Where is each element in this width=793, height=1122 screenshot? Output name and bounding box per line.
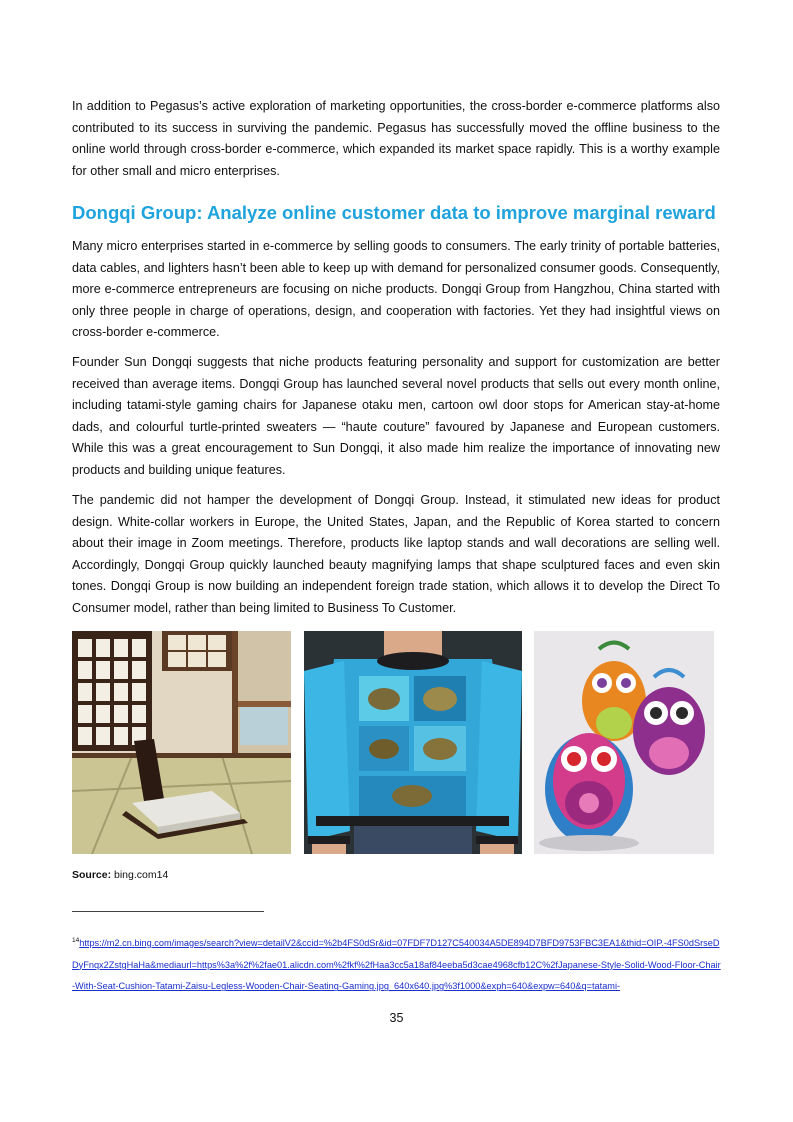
section-heading: Dongqi Group: Analyze online customer data to improve marginal reward <box>72 202 716 223</box>
tatami-chair-photo <box>72 631 291 854</box>
source-label: Source: <box>72 869 112 881</box>
body-paragraph: Many micro enterprises started in e-commerce by selling goods to consumers. The early trinity of portable batteries, data cables, and lighters hasn’t been able to keep up with demand for personalized consumer goods. Consequently, more e-commerce entrepreneurs are focusing on niche products. Dongqi Group from Hangzhou, China started with only three people in charge of operations, design, and cooperation with factories. Yet they had insightful views on cross-border e-commerce. <box>72 239 720 340</box>
owl-doorstop-photo <box>534 631 714 854</box>
footnote-divider <box>72 911 264 912</box>
image-source <box>72 869 168 881</box>
page-number: 35 <box>389 1011 404 1025</box>
turtle-sweater-photo <box>304 631 522 854</box>
footnote-marker: 14 <box>72 937 80 944</box>
body-paragraph: The pandemic did not hamper the development of Dongqi Group. Instead, it stimulated new ideas for product design. White-collar workers in Europe, the United States, Japan, and the Republic of Korea started to concern about their image in Zoom meetings. Therefore, products like laptop stands and wall decorations are selling well. Accordingly, Dongqi Group quickly launched beauty magnifying lamps that shape sculptured faces and even skin tones. Dongqi Group is now building an independent foreign trade station, which allows it to develop the Direct To Consumer model, rather than being limited to Business To Customer. <box>72 493 720 615</box>
intro-paragraph: In addition to Pegasus’s active exploration of marketing opportunities, the cross-border e-commerce platforms also contributed to its success in surviving the pandemic. Pegasus has successfully moved the offline business to the online world through cross-border e-commerce, which expanded its market space rapidly. This is a worthy example for other small and micro enterprises. <box>72 99 720 178</box>
footnote <box>72 930 722 998</box>
source-text: bing.com14 <box>111 869 169 881</box>
body-paragraph: Founder Sun Dongqi suggests that niche products featuring personality and support for customization are better received than average items. Dongqi Group has launched several novel products that sells out every month online, including tatami-style gaming chairs for Japanese otaku men, cartoon owl door stops for American stay-at-home dads, and colourful turtle-printed sweaters — “haute couture” favoured by Japanese and European customers. While this was a great encouragement to Sun Dongqi, it also made him realize the importance of innovating new products and building unique features. <box>72 355 720 477</box>
footnote-link[interactable]: https://m2.cn.bing.com/images/search?view=detailV2&ccid=%2b4FS0dSr&id=07FDF7D127C540034A5DE894D7BFD9753FBC3EA1&thid=OIP.-4FS0dSrseDDyFnqx2ZstgHaHa&mediaurl=https%3a%2f%2fae01.alicdn.com%2fkf%2fHaa3cc5a18af84eeba5d3cae4968cfb12C%2fJapanese-Style-Solid-Wood-Floor-Chair-With-Seat-Cushion-Tatami-Zaisu-Legless-Wooden-Chair-Seating-Gaming.jpg_640x640.jpg%3f1000&exph=640&expw=640&q=tatami- <box>72 938 721 992</box>
